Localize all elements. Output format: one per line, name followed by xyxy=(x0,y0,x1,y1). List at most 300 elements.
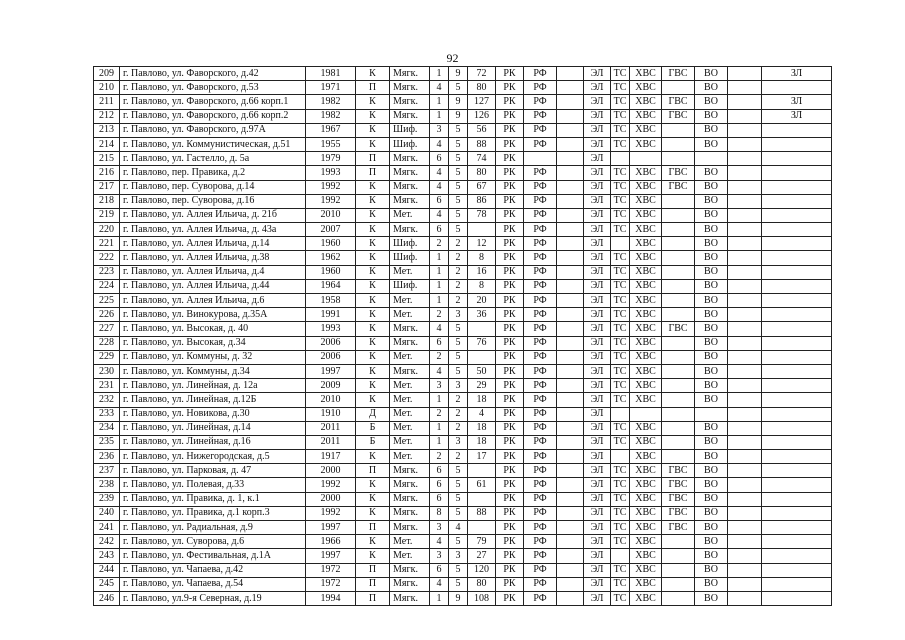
entrances-cell: 2 xyxy=(430,308,449,322)
blank-col-cell xyxy=(557,563,584,577)
heating-cell: ТС xyxy=(611,251,630,265)
roof-type-cell: Мягк. xyxy=(390,95,430,109)
rf-cell: РФ xyxy=(524,180,557,194)
electricity-cell: ЭЛ xyxy=(584,577,611,591)
entrances-cell: 6 xyxy=(430,563,449,577)
table-row xyxy=(94,549,832,563)
table-row xyxy=(94,450,832,464)
blank-col-cell xyxy=(557,208,584,222)
rf-cell: РФ xyxy=(524,521,557,535)
wall-material-cell: П xyxy=(356,464,390,478)
entrances-cell: 1 xyxy=(430,109,449,123)
rf-cell: РФ xyxy=(524,549,557,563)
rk-cell: РК xyxy=(496,535,524,549)
cold-water-cell: ХВС xyxy=(630,294,662,308)
address-cell: г. Павлово, пер. Суворова, д.16 xyxy=(120,194,306,208)
blank-col-2-cell xyxy=(728,237,762,251)
rk-cell: РК xyxy=(496,265,524,279)
table-row xyxy=(94,478,832,492)
table-row xyxy=(94,506,832,520)
apartments-cell: 80 xyxy=(468,166,496,180)
electricity-cell: ЭЛ xyxy=(584,208,611,222)
year-built-cell: 1997 xyxy=(306,549,356,563)
cold-water-cell: ХВС xyxy=(630,194,662,208)
roof-type-cell: Мет. xyxy=(390,208,430,222)
address-cell: г. Павлово, ул. Линейная, д. 12а xyxy=(120,379,306,393)
floors-cell: 5 xyxy=(449,506,468,520)
electricity-cell: ЭЛ xyxy=(584,251,611,265)
apartments-cell: 79 xyxy=(468,535,496,549)
roof-type-cell: Мягк. xyxy=(390,166,430,180)
rf-cell: РФ xyxy=(524,435,557,449)
hot-water-cell: ГВС xyxy=(662,166,695,180)
hot-water-cell xyxy=(662,308,695,322)
blank-col-cell xyxy=(557,421,584,435)
blank-col-cell xyxy=(557,450,584,464)
row-number-cell: 228 xyxy=(94,336,120,350)
electricity-cell: ЭЛ xyxy=(584,67,611,81)
blank-col-2-cell xyxy=(728,591,762,605)
sewerage-cell: ВО xyxy=(695,450,728,464)
entrances-cell: 3 xyxy=(430,379,449,393)
hot-water-cell xyxy=(662,364,695,378)
sewerage-cell: ВО xyxy=(695,194,728,208)
row-number-cell: 245 xyxy=(94,577,120,591)
year-built-cell: 1971 xyxy=(306,81,356,95)
electricity-cell: ЭЛ xyxy=(584,521,611,535)
blank-col-cell xyxy=(557,265,584,279)
rf-cell: РФ xyxy=(524,251,557,265)
extra-mark-cell: ЗЛ xyxy=(762,67,832,81)
year-built-cell: 1910 xyxy=(306,407,356,421)
address-cell: г. Павлово, ул. Высокая, д. 40 xyxy=(120,322,306,336)
cold-water-cell: ХВС xyxy=(630,123,662,137)
blank-col-2-cell xyxy=(728,535,762,549)
year-built-cell: 1992 xyxy=(306,180,356,194)
entrances-cell: 1 xyxy=(430,265,449,279)
blank-col-cell xyxy=(557,435,584,449)
electricity-cell: ЭЛ xyxy=(584,336,611,350)
hot-water-cell xyxy=(662,279,695,293)
electricity-cell: ЭЛ xyxy=(584,123,611,137)
hot-water-cell xyxy=(662,208,695,222)
address-cell: г. Павлово, ул. Аллея Ильича, д.44 xyxy=(120,279,306,293)
roof-type-cell: Мягк. xyxy=(390,322,430,336)
year-built-cell: 2000 xyxy=(306,464,356,478)
blank-col-cell xyxy=(557,180,584,194)
address-cell: г. Павлово, ул. Правика, д. 1, к.1 xyxy=(120,492,306,506)
roof-type-cell: Мягк. xyxy=(390,591,430,605)
apartments-cell: 86 xyxy=(468,194,496,208)
heating-cell: ТС xyxy=(611,81,630,95)
year-built-cell: 2009 xyxy=(306,379,356,393)
rk-cell: РК xyxy=(496,407,524,421)
heating-cell: ТС xyxy=(611,67,630,81)
blank-col-cell xyxy=(557,152,584,166)
roof-type-cell: Шиф. xyxy=(390,237,430,251)
cold-water-cell: ХВС xyxy=(630,336,662,350)
hot-water-cell xyxy=(662,450,695,464)
hot-water-cell xyxy=(662,350,695,364)
roof-type-cell: Мет. xyxy=(390,450,430,464)
rf-cell: РФ xyxy=(524,95,557,109)
address-cell: г. Павлово, ул. Фаворского, д.66 корп.2 xyxy=(120,109,306,123)
sewerage-cell: ВО xyxy=(695,506,728,520)
row-number-cell: 226 xyxy=(94,308,120,322)
rk-cell: РК xyxy=(496,577,524,591)
apartments-cell: 12 xyxy=(468,237,496,251)
rf-cell: РФ xyxy=(524,577,557,591)
blank-col-2-cell xyxy=(728,577,762,591)
blank-col-2-cell xyxy=(728,521,762,535)
year-built-cell: 1981 xyxy=(306,67,356,81)
wall-material-cell: К xyxy=(356,379,390,393)
sewerage-cell: ВО xyxy=(695,577,728,591)
floors-cell: 5 xyxy=(449,81,468,95)
hot-water-cell: ГВС xyxy=(662,492,695,506)
row-number-cell: 211 xyxy=(94,95,120,109)
table-row xyxy=(94,521,832,535)
blank-col-2-cell xyxy=(728,123,762,137)
blank-col-cell xyxy=(557,308,584,322)
cold-water-cell: ХВС xyxy=(630,208,662,222)
rk-cell: РК xyxy=(496,251,524,265)
blank-col-2-cell xyxy=(728,364,762,378)
wall-material-cell: К xyxy=(356,492,390,506)
rk-cell: РК xyxy=(496,393,524,407)
rf-cell xyxy=(524,152,557,166)
address-cell: г. Павлово, ул.9-я Северная, д.19 xyxy=(120,591,306,605)
entrances-cell: 2 xyxy=(430,450,449,464)
table-row xyxy=(94,237,832,251)
extra-mark-cell xyxy=(762,393,832,407)
roof-type-cell: Мягк. xyxy=(390,563,430,577)
row-number-cell: 209 xyxy=(94,67,120,81)
rf-cell: РФ xyxy=(524,421,557,435)
cold-water-cell: ХВС xyxy=(630,435,662,449)
heating-cell xyxy=(611,450,630,464)
hot-water-cell xyxy=(662,81,695,95)
rf-cell: РФ xyxy=(524,137,557,151)
year-built-cell: 1958 xyxy=(306,294,356,308)
blank-col-2-cell xyxy=(728,109,762,123)
rk-cell: РК xyxy=(496,194,524,208)
entrances-cell: 1 xyxy=(430,393,449,407)
extra-mark-cell xyxy=(762,166,832,180)
sewerage-cell: ВО xyxy=(695,421,728,435)
rk-cell: РК xyxy=(496,308,524,322)
wall-material-cell: К xyxy=(356,265,390,279)
entrances-cell: 6 xyxy=(430,223,449,237)
sewerage-cell: ВО xyxy=(695,67,728,81)
table-row xyxy=(94,152,832,166)
entrances-cell: 1 xyxy=(430,279,449,293)
cold-water-cell: ХВС xyxy=(630,549,662,563)
wall-material-cell: Б xyxy=(356,435,390,449)
hot-water-cell: ГВС xyxy=(662,506,695,520)
electricity-cell: ЭЛ xyxy=(584,563,611,577)
heating-cell: ТС xyxy=(611,521,630,535)
entrances-cell: 4 xyxy=(430,364,449,378)
floors-cell: 3 xyxy=(449,549,468,563)
wall-material-cell: Б xyxy=(356,421,390,435)
blank-col-2-cell xyxy=(728,549,762,563)
sewerage-cell xyxy=(695,152,728,166)
electricity-cell: ЭЛ xyxy=(584,137,611,151)
blank-col-cell xyxy=(557,166,584,180)
apartments-cell: 8 xyxy=(468,251,496,265)
row-number-cell: 213 xyxy=(94,123,120,137)
blank-col-2-cell xyxy=(728,81,762,95)
roof-type-cell: Мягк. xyxy=(390,152,430,166)
cold-water-cell: ХВС xyxy=(630,109,662,123)
sewerage-cell: ВО xyxy=(695,223,728,237)
table-body xyxy=(94,67,832,606)
hot-water-cell xyxy=(662,421,695,435)
electricity-cell: ЭЛ xyxy=(584,95,611,109)
sewerage-cell: ВО xyxy=(695,279,728,293)
rf-cell: РФ xyxy=(524,308,557,322)
roof-type-cell: Мет. xyxy=(390,265,430,279)
hot-water-cell: ГВС xyxy=(662,109,695,123)
apartments-cell: 108 xyxy=(468,591,496,605)
extra-mark-cell xyxy=(762,379,832,393)
blank-col-cell xyxy=(557,81,584,95)
heating-cell: ТС xyxy=(611,350,630,364)
hot-water-cell xyxy=(662,591,695,605)
blank-col-2-cell xyxy=(728,506,762,520)
sewerage-cell xyxy=(695,407,728,421)
floors-cell: 5 xyxy=(449,194,468,208)
address-cell: г. Павлово, ул. Чапаева, д.42 xyxy=(120,563,306,577)
entrances-cell: 2 xyxy=(430,350,449,364)
sewerage-cell: ВО xyxy=(695,81,728,95)
wall-material-cell: К xyxy=(356,393,390,407)
year-built-cell: 1960 xyxy=(306,237,356,251)
rf-cell: РФ xyxy=(524,109,557,123)
blank-col-cell xyxy=(557,350,584,364)
rk-cell: РК xyxy=(496,379,524,393)
floors-cell: 5 xyxy=(449,322,468,336)
table-row xyxy=(94,350,832,364)
table-row xyxy=(94,95,832,109)
sewerage-cell: ВО xyxy=(695,521,728,535)
apartments-cell: 18 xyxy=(468,393,496,407)
rf-cell: РФ xyxy=(524,506,557,520)
heating-cell: ТС xyxy=(611,393,630,407)
entrances-cell: 6 xyxy=(430,464,449,478)
roof-type-cell: Мягк. xyxy=(390,478,430,492)
rk-cell: РК xyxy=(496,336,524,350)
rk-cell: РК xyxy=(496,208,524,222)
blank-col-2-cell xyxy=(728,251,762,265)
heating-cell: ТС xyxy=(611,265,630,279)
rf-cell: РФ xyxy=(524,535,557,549)
heating-cell: ТС xyxy=(611,208,630,222)
extra-mark-cell xyxy=(762,591,832,605)
year-built-cell: 2000 xyxy=(306,492,356,506)
electricity-cell: ЭЛ xyxy=(584,506,611,520)
blank-col-cell xyxy=(557,492,584,506)
blank-col-2-cell xyxy=(728,379,762,393)
table-row xyxy=(94,577,832,591)
wall-material-cell: П xyxy=(356,577,390,591)
hot-water-cell xyxy=(662,336,695,350)
extra-mark-cell: ЗЛ xyxy=(762,95,832,109)
extra-mark-cell xyxy=(762,251,832,265)
hot-water-cell xyxy=(662,137,695,151)
blank-col-2-cell xyxy=(728,180,762,194)
address-cell: г. Павлово, ул. Фестивальная, д.1А xyxy=(120,549,306,563)
address-cell: г. Павлово, ул. Коммунистическая, д.51 xyxy=(120,137,306,151)
apartments-cell xyxy=(468,350,496,364)
entrances-cell: 3 xyxy=(430,123,449,137)
floors-cell: 5 xyxy=(449,563,468,577)
year-built-cell: 1997 xyxy=(306,521,356,535)
entrances-cell: 1 xyxy=(430,95,449,109)
floors-cell: 5 xyxy=(449,208,468,222)
cold-water-cell: ХВС xyxy=(630,180,662,194)
blank-col-2-cell xyxy=(728,336,762,350)
electricity-cell: ЭЛ xyxy=(584,407,611,421)
rk-cell: РК xyxy=(496,492,524,506)
blank-col-cell xyxy=(557,478,584,492)
cold-water-cell: ХВС xyxy=(630,563,662,577)
table-row xyxy=(94,563,832,577)
entrances-cell: 3 xyxy=(430,521,449,535)
address-cell: г. Павлово, ул. Коммуны, д. 32 xyxy=(120,350,306,364)
apartments-cell: 27 xyxy=(468,549,496,563)
roof-type-cell: Мет. xyxy=(390,535,430,549)
cold-water-cell: ХВС xyxy=(630,393,662,407)
blank-col-2-cell xyxy=(728,421,762,435)
roof-type-cell: Мягк. xyxy=(390,521,430,535)
heating-cell: ТС xyxy=(611,364,630,378)
floors-cell: 5 xyxy=(449,137,468,151)
table-row xyxy=(94,223,832,237)
extra-mark-cell xyxy=(762,237,832,251)
floors-cell: 2 xyxy=(449,407,468,421)
apartments-cell: 120 xyxy=(468,563,496,577)
address-cell: г. Павлово, ул. Аллея Ильича, д. 21б xyxy=(120,208,306,222)
wall-material-cell: К xyxy=(356,350,390,364)
electricity-cell: ЭЛ xyxy=(584,549,611,563)
heating-cell: ТС xyxy=(611,435,630,449)
rf-cell: РФ xyxy=(524,364,557,378)
table-row xyxy=(94,251,832,265)
row-number-cell: 236 xyxy=(94,450,120,464)
apartments-cell xyxy=(468,521,496,535)
address-cell: г. Павлово, ул. Правика, д.1 корп.3 xyxy=(120,506,306,520)
roof-type-cell: Мет. xyxy=(390,294,430,308)
apartments-cell xyxy=(468,223,496,237)
blank-col-2-cell xyxy=(728,492,762,506)
wall-material-cell: К xyxy=(356,322,390,336)
floors-cell: 5 xyxy=(449,166,468,180)
blank-col-2-cell xyxy=(728,67,762,81)
table-row xyxy=(94,166,832,180)
heating-cell: ТС xyxy=(611,279,630,293)
heating-cell xyxy=(611,549,630,563)
extra-mark-cell xyxy=(762,521,832,535)
address-cell: г. Павлово, ул. Суворова, д.6 xyxy=(120,535,306,549)
address-cell: г. Павлово, ул. Новикова, д.30 xyxy=(120,407,306,421)
hot-water-cell xyxy=(662,393,695,407)
apartments-cell xyxy=(468,464,496,478)
heating-cell: ТС xyxy=(611,166,630,180)
address-cell: г. Павлово, ул. Аллея Ильича, д.6 xyxy=(120,294,306,308)
address-cell: г. Павлово, ул. Высокая, д.34 xyxy=(120,336,306,350)
blank-col-2-cell xyxy=(728,223,762,237)
electricity-cell: ЭЛ xyxy=(584,478,611,492)
cold-water-cell: ХВС xyxy=(630,67,662,81)
sewerage-cell: ВО xyxy=(695,464,728,478)
extra-mark-cell xyxy=(762,549,832,563)
extra-mark-cell xyxy=(762,308,832,322)
roof-type-cell: Мягк. xyxy=(390,506,430,520)
row-number-cell: 229 xyxy=(94,350,120,364)
sewerage-cell: ВО xyxy=(695,492,728,506)
wall-material-cell: К xyxy=(356,535,390,549)
electricity-cell: ЭЛ xyxy=(584,393,611,407)
rf-cell: РФ xyxy=(524,265,557,279)
table-row xyxy=(94,123,832,137)
table-row xyxy=(94,535,832,549)
rk-cell: РК xyxy=(496,67,524,81)
year-built-cell: 1994 xyxy=(306,591,356,605)
row-number-cell: 235 xyxy=(94,435,120,449)
year-built-cell: 1917 xyxy=(306,450,356,464)
apartments-cell: 18 xyxy=(468,421,496,435)
rk-cell: РК xyxy=(496,364,524,378)
blank-col-cell xyxy=(557,464,584,478)
year-built-cell: 2011 xyxy=(306,421,356,435)
rf-cell: РФ xyxy=(524,450,557,464)
rf-cell: РФ xyxy=(524,492,557,506)
floors-cell: 2 xyxy=(449,265,468,279)
blank-col-2-cell xyxy=(728,208,762,222)
blank-col-cell xyxy=(557,521,584,535)
electricity-cell: ЭЛ xyxy=(584,109,611,123)
blank-col-cell xyxy=(557,279,584,293)
wall-material-cell: П xyxy=(356,152,390,166)
floors-cell: 2 xyxy=(449,393,468,407)
entrances-cell: 1 xyxy=(430,591,449,605)
row-number-cell: 221 xyxy=(94,237,120,251)
electricity-cell: ЭЛ xyxy=(584,379,611,393)
extra-mark-cell xyxy=(762,336,832,350)
address-cell: г. Павлово, ул. Парковая, д. 47 xyxy=(120,464,306,478)
apartments-cell: 126 xyxy=(468,109,496,123)
rf-cell: РФ xyxy=(524,563,557,577)
extra-mark-cell xyxy=(762,123,832,137)
blank-col-2-cell xyxy=(728,308,762,322)
apartments-cell: 127 xyxy=(468,95,496,109)
sewerage-cell: ВО xyxy=(695,208,728,222)
row-number-cell: 246 xyxy=(94,591,120,605)
row-number-cell: 233 xyxy=(94,407,120,421)
rk-cell: РК xyxy=(496,350,524,364)
blank-col-cell xyxy=(557,237,584,251)
hot-water-cell xyxy=(662,563,695,577)
apartments-cell: 78 xyxy=(468,208,496,222)
row-number-cell: 219 xyxy=(94,208,120,222)
electricity-cell: ЭЛ xyxy=(584,421,611,435)
heating-cell: ТС xyxy=(611,180,630,194)
apartments-cell: 80 xyxy=(468,81,496,95)
row-number-cell: 241 xyxy=(94,521,120,535)
hot-water-cell xyxy=(662,251,695,265)
